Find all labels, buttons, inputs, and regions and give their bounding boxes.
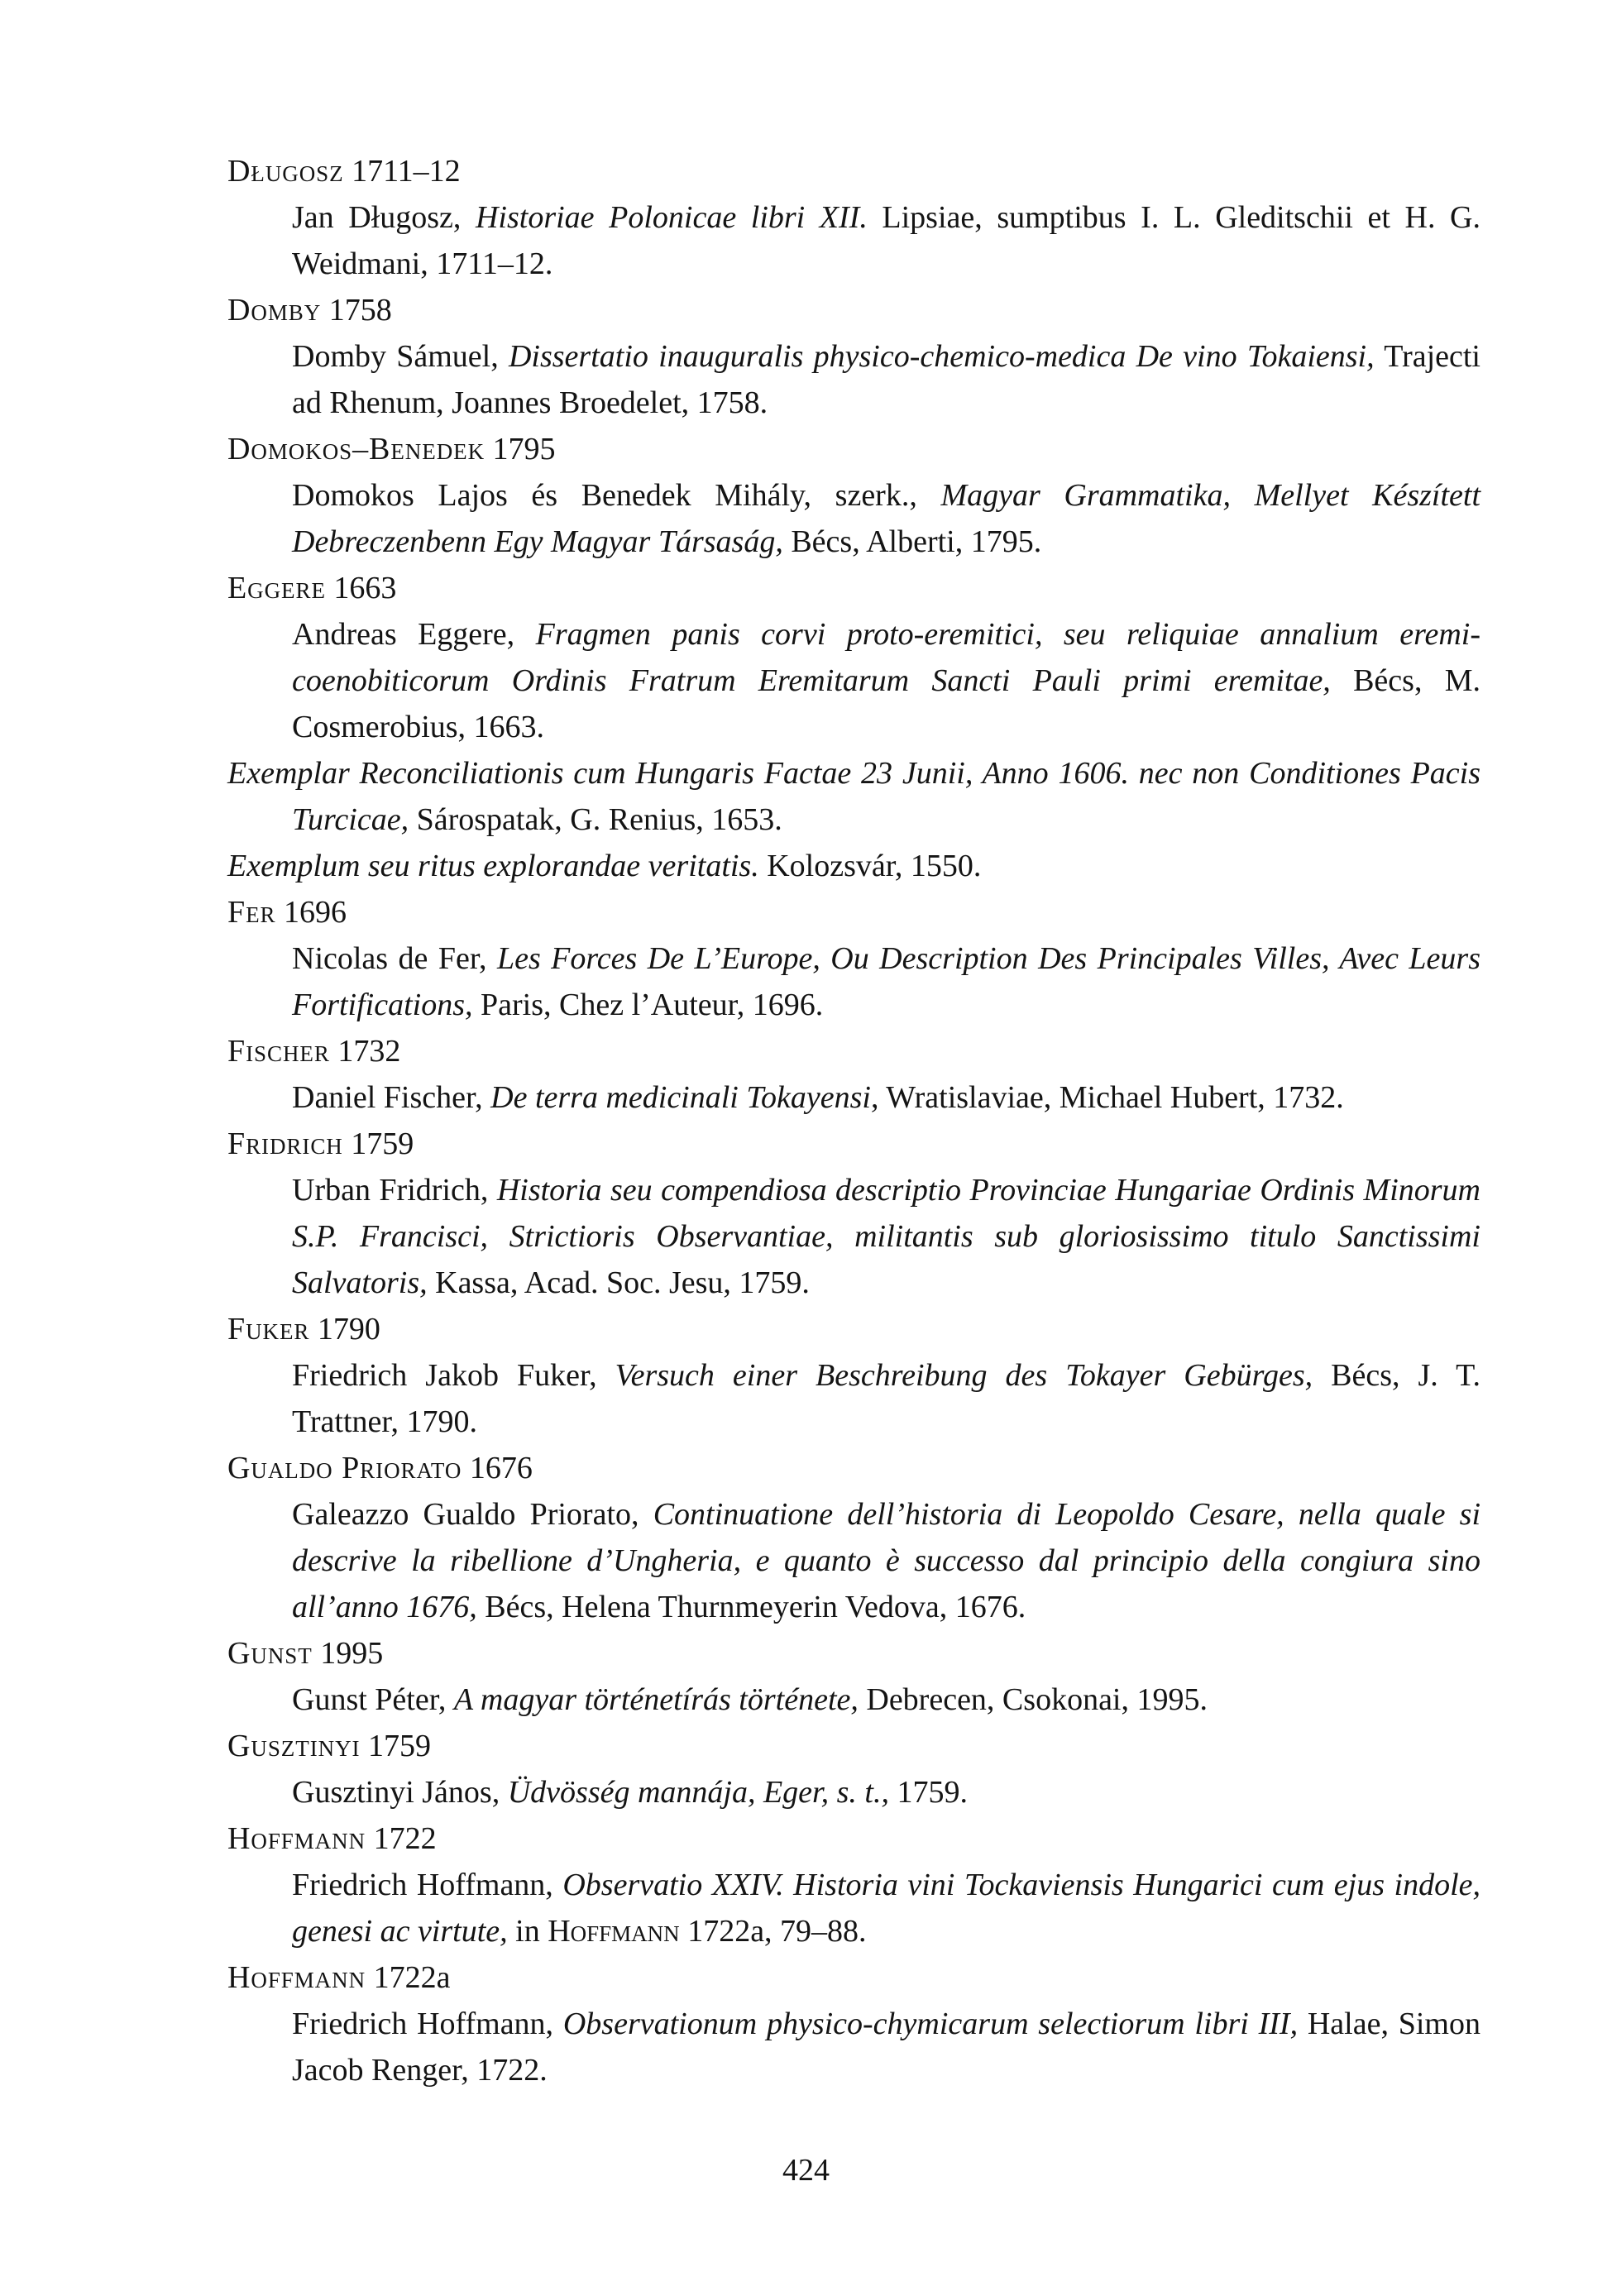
work-title-italic: De terra medicinali Tokayensi — [490, 1080, 871, 1115]
work-title-italic: Exemplar Reconciliationis cum Hungaris Factae 23 Junii, Anno 1606. nec non Conditiones Pacis Turcicae, — [227, 756, 1480, 837]
entry-heading-year: 1732 — [329, 1034, 401, 1069]
entry-heading-year: 1676 — [462, 1451, 533, 1485]
plain-text: in — [507, 1914, 548, 1949]
entry-heading — [227, 1630, 1480, 1677]
entry-heading-year: 1795 — [485, 432, 556, 466]
entry-body — [292, 1074, 1480, 1121]
plain-text: Galeazzo Gualdo Priorato, — [292, 1497, 653, 1532]
plain-text: Trajecti ad Rhenum, Joannes Broedelet, 1758. — [292, 339, 1480, 420]
entry-body — [292, 1677, 1480, 1723]
entry-body — [292, 333, 1480, 426]
work-title-italic: Versuch einer Beschreibung des Tokayer Gebürges, — [615, 1358, 1313, 1393]
work-title-italic: Historia seu compendiosa descriptio Provinciae Hungariae Ordinis Minorum S.P. Francisci, Strictioris Observantiae, militantis sub gloriosissimo titulo Sanctissimi Salvatoris, — [292, 1173, 1480, 1300]
entry-body — [292, 194, 1480, 287]
entry-body — [292, 1352, 1480, 1445]
entry-heading — [227, 565, 1480, 611]
entry-heading-name: Gunst — [227, 1636, 313, 1671]
plain-text: Friedrich Jakob Fuker, — [292, 1358, 615, 1393]
bib-entry — [227, 1028, 1480, 1121]
entry-heading-name: Domby — [227, 293, 322, 328]
entry-heading-year: 1758 — [321, 293, 392, 328]
plain-text: Friedrich Hoffmann, — [292, 1868, 563, 1902]
page-number: 424 — [782, 2153, 830, 2188]
bib-entry — [227, 1815, 1480, 1954]
entry-heading — [227, 287, 1480, 333]
entry-hanging — [227, 750, 1480, 843]
entry-heading — [227, 889, 1480, 935]
plain-text: Daniel Fischer, — [292, 1080, 491, 1115]
plain-text: Halae, Simon Jacob Renger, 1722. — [292, 2007, 1480, 2088]
plain-text: Paris, Chez l’Auteur, 1696. — [472, 988, 824, 1022]
work-title-italic: Exemplum seu ritus explorandae veritatis. — [227, 849, 759, 883]
entry-heading — [227, 1306, 1480, 1352]
entry-hanging — [227, 843, 1480, 889]
entry-heading-name: Długosz — [227, 154, 344, 189]
entry-heading — [227, 1121, 1480, 1167]
plain-text: 1759. — [888, 1775, 968, 1810]
bib-entry — [227, 1630, 1480, 1723]
entry-heading — [227, 148, 1480, 194]
entry-heading-name: Fridrich — [227, 1126, 343, 1161]
entry-heading-year: 1696 — [275, 895, 347, 930]
plain-text: Bécs, J. T. Trattner, 1790. — [292, 1358, 1480, 1439]
entry-heading-year: 1722a — [366, 1960, 451, 1995]
bib-entry — [227, 1954, 1480, 2093]
bib-entry — [227, 843, 1480, 889]
plain-text: Gunst Péter, — [292, 1682, 454, 1717]
bib-entry — [227, 889, 1480, 1028]
entry-heading-name: Eggere — [227, 571, 326, 605]
plain-text: Domby Sámuel, — [292, 339, 509, 374]
entry-heading-name: Fuker — [227, 1312, 310, 1347]
work-title-italic: Observationum physico-chymicarum selectiorum libri III, — [562, 2007, 1299, 2041]
plain-text: Bécs, Helena Thurnmeyerin Vedova, 1676. — [476, 1590, 1026, 1624]
entry-body — [292, 1862, 1480, 1954]
entry-heading — [227, 1723, 1480, 1769]
plain-text: Bécs, M. Cosmerobius, 1663. — [292, 663, 1480, 744]
entry-heading-year: 1759 — [342, 1126, 414, 1161]
entry-heading — [227, 426, 1480, 472]
entry-heading-year: 1790 — [309, 1312, 380, 1347]
plain-text: Jan Długosz, — [292, 200, 476, 235]
entry-heading-name: Gualdo Priorato — [227, 1451, 462, 1485]
entry-heading-year: 1663 — [325, 571, 397, 605]
entry-heading — [227, 1445, 1480, 1491]
entry-heading-name: Domokos–Benedek — [227, 432, 486, 466]
bib-entry — [227, 287, 1480, 426]
bib-entry — [227, 565, 1480, 750]
bibliography-list — [227, 148, 1480, 2093]
work-title-italic: Magyar Grammatika, Mellyet Készített Debreczenbenn Egy Magyar Társaság, — [292, 478, 1480, 559]
entry-heading-name: Gusztinyi — [227, 1729, 361, 1763]
bib-entry — [227, 1121, 1480, 1306]
entry-heading-year: 1759 — [360, 1729, 431, 1763]
work-title-italic: Üdvösség mannája, Eger, s. t., — [507, 1775, 889, 1810]
plain-text: Bécs, Alberti, 1795. — [782, 524, 1042, 559]
entry-heading — [227, 1954, 1480, 2001]
plain-text: Kolozsvár, 1550. — [758, 849, 982, 883]
entry-body — [292, 472, 1480, 565]
entry-body — [292, 1491, 1480, 1630]
bib-entry — [227, 1306, 1480, 1445]
entry-body — [292, 1167, 1480, 1306]
bib-entry — [227, 1723, 1480, 1815]
plain-text: , Wratislaviae, Michael Hubert, 1732. — [870, 1080, 1344, 1115]
entry-heading-name: Fischer — [227, 1034, 330, 1069]
entry-heading — [227, 1815, 1480, 1862]
work-title-italic: Historiae Polonicae libri XII. — [475, 200, 868, 235]
plain-text: Friedrich Hoffmann, — [292, 2007, 563, 2041]
entry-heading-name: Fer — [227, 895, 276, 930]
bib-entry — [227, 1445, 1480, 1630]
smallcaps-cross-reference: Hoffmann — [548, 1914, 680, 1949]
entry-heading — [227, 1028, 1480, 1074]
entry-heading-name: Hoffmann — [227, 1960, 366, 1995]
entry-body — [292, 935, 1480, 1028]
plain-text: Andreas Eggere, — [292, 617, 536, 652]
bib-entry — [227, 148, 1480, 287]
plain-text: Domokos Lajos és Benedek Mihály, szerk., — [292, 478, 941, 513]
work-title-italic: Dissertatio inauguralis physico-chemico-medica De vino Tokaiensi, — [508, 339, 1375, 374]
bib-entry — [227, 426, 1480, 565]
work-title-italic: Continuatione dell’historia di Leopoldo Cesare, nella quale si descrive la ribellione d’Ungheria, e quanto è successo dal principio della congiura sino all’anno 1676, — [292, 1497, 1480, 1624]
bib-entry — [227, 750, 1480, 843]
plain-text: 1722a, 79–88. — [679, 1914, 867, 1949]
entry-heading-year: 1995 — [312, 1636, 384, 1671]
work-title-italic: Les Forces De L’Europe, Ou Description Des Principales Villes, Avec Leurs Fortifications, — [292, 941, 1480, 1022]
plain-text: Urban Fridrich, — [292, 1173, 497, 1208]
plain-text: Lipsiae, sumptibus I. L. Gleditschii et H. G. Weidmani, 1711–12. — [292, 200, 1480, 281]
work-title-italic: A magyar történetírás története, — [453, 1682, 859, 1717]
plain-text: Kassa, Acad. Soc. Jesu, 1759. — [427, 1265, 810, 1300]
work-title-italic: Observatio XXIV. Historia vini Tockaviensis Hungarici cum ejus indole, genesi ac virtute, — [292, 1868, 1481, 1949]
plain-text: Gusztinyi János, — [292, 1775, 508, 1810]
entry-heading-name: Hoffmann — [227, 1821, 366, 1856]
entry-heading-year: 1711–12 — [343, 154, 461, 189]
entry-heading-year: 1722 — [366, 1821, 437, 1856]
entry-body — [292, 2001, 1480, 2093]
entry-body — [292, 611, 1480, 750]
work-title-italic: Fragmen panis corvi proto-eremitici, seu reliquiae annalium eremi-coenobiticorum Ordinis Fratrum Eremitarum Sancti Pauli primi eremitae, — [292, 617, 1481, 698]
entry-body — [292, 1769, 1480, 1815]
plain-text: Nicolas de Fer, — [292, 941, 497, 976]
plain-text: Debrecen, Csokonai, 1995. — [858, 1682, 1208, 1717]
plain-text: Sárospatak, G. Renius, 1653. — [409, 802, 782, 837]
